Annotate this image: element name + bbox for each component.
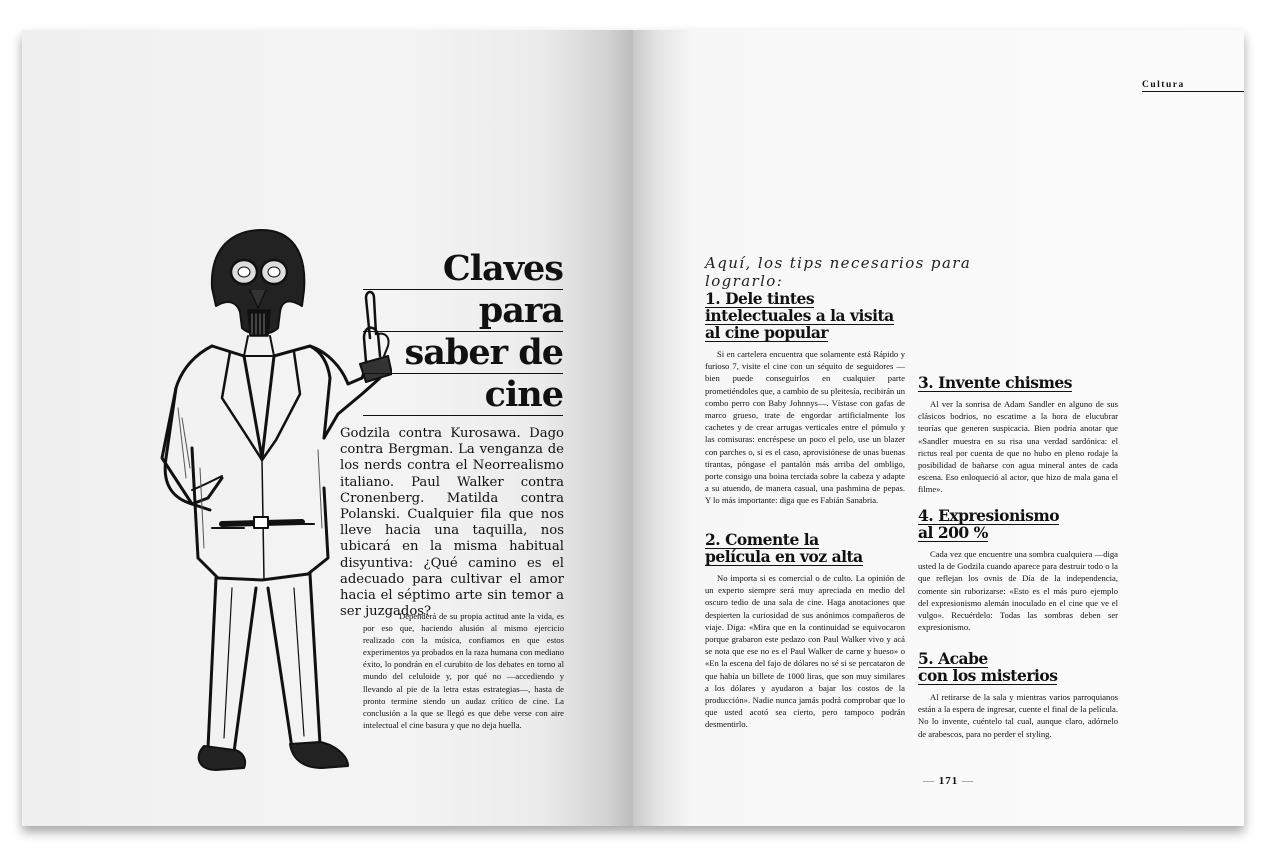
- tip-heading-line: al 200 %: [918, 523, 988, 542]
- tip-heading-line: película en voz alta: [705, 547, 863, 566]
- section-label: Cultura: [1142, 80, 1244, 92]
- right-page: [633, 30, 1244, 826]
- tip-2: [705, 532, 905, 731]
- title-line: para: [363, 290, 563, 332]
- tip-1: [705, 291, 905, 507]
- tips-intro: Aquí, los tips necesarios para lograrlo:: [705, 254, 972, 290]
- tip-3: [918, 375, 1118, 496]
- title-line: Claves: [363, 248, 563, 290]
- tip-text: Si en cartelera encuentra que solamente está Rápido y furioso 7, visite el cine con un séquito de seguidores —bien puede conseguirlos en cualquier parte prometiéndoles que, a cambio de su pleitesía, recibirán un combo perro con Baby Johnnys—. Vístase con gafas de marco grueso, trate de engordar artificialmente los cachetes y de crear arrugas verticales entre el pómulo y las comisuras: encréspese un poco el pelo, use un blazer con parches o, si es el caso, aprovisiónese de unas buenas tirantas, póngase el pantalón más arriba del ombligo, porte consigo una boina terciada sobre la cabeza y adapte a su atuendo, de manera casual, una pashmina de pepas. Y lo más importante: diga que es Fabián Sanabria.: [705, 349, 905, 506]
- body-paragraph: Dependerá de su propia actitud ante la vida, es por eso que, haciendo alusión al mismo ejercicio realizado con la música, confiamos en que estos experimentos ya probados en la raza humana con mediano éxito, lo pondrán en el curubito de los debates en torno al mundo del celuloide y, por qué no —accediendo y llevando al pie de la letra estas estrategias—, hasta de pronto termine siendo un audaz crítico de cine. La conclusión a la que se llegó es que debe verse con aire intelectual el cine basura y que no deja huella.: [363, 611, 564, 730]
- tip-text: Al retirarse de la sala y mientras varios parroquianos están a la espera de ingresar, cuente el final de la película. No lo invente, cuéntelo tal cual, aunque claro, adórnelo de arabescos, para no perder el styling.: [918, 692, 1118, 739]
- tip-heading: [705, 291, 905, 342]
- tip-heading-line: 4. Expresionismo: [918, 506, 1060, 525]
- tip-text: Al ver la sonrisa de Adam Sandler en alguno de sus clásicos bodrios, no escatime a la hora de elucubrar teorías que generen suspicacia. Bien podría anotar que «Sandler muestra en su risa una verdad sardónica: el rictus real por cuenta de que no hubo en pleno rodaje la posibilidad de bañarse con agua mineral antes de cada escena. Eso enloqueció al actor, que hizo de mala gana el filme».: [918, 399, 1118, 495]
- tip-heading: [918, 375, 1118, 392]
- tip-heading-line: 3. Invente chismes: [918, 373, 1072, 392]
- tip-4: [918, 508, 1118, 633]
- tip-heading-line: 1. Dele tintes: [705, 289, 815, 308]
- tip-heading-line: al cine popular: [705, 323, 829, 342]
- tip-heading-line: con los misterios: [918, 666, 1058, 685]
- magazine-spread: [22, 30, 1244, 826]
- page-number: [923, 775, 1003, 787]
- tip-heading: [705, 532, 905, 566]
- tip-heading-line: 5. Acabe: [918, 649, 988, 668]
- tip-heading-line: 2. Comente la: [705, 530, 819, 549]
- tip-heading-line: intelectuales a la visita: [705, 306, 894, 325]
- title-line: saber de: [363, 332, 563, 374]
- tip-heading: [918, 651, 1118, 685]
- left-page: [22, 30, 633, 826]
- article-title: [363, 248, 563, 416]
- tip-text: Cada vez que encuentre una sombra cualquiera —diga usted la de Godzila cuando aparece para destruir todo o la que reflejan los ovnis de Día de la independencia, comente sin ruborizarse: «Esto es el más puro ejemplo del expresionismo alemán inoculado en el cine que ve el vulgo». Recuérdelo: Todas las sombras deben ser expresionismo.: [918, 549, 1118, 633]
- title-line: cine: [363, 374, 563, 416]
- page-number-value: 171: [938, 775, 959, 787]
- tip-heading: [918, 508, 1118, 542]
- lead-paragraph: Godzila contra Kurosawa. Dago contra Bergman. La venganza de los nerds contra el Neorrealismo italiano. Paul Walker contra Cronenberg. Matilda contra Polanski. Cualquier fila que nos lleve hacia una taquilla, nos ubicará en la misma habitual disyuntiva: ¿Qué camino es el adecuado para cultivar el amor hacia el séptimo arte sin temor a ser juzgados?: [340, 426, 564, 620]
- folio-dash: —: [923, 775, 935, 787]
- folio-dash: —: [962, 775, 974, 787]
- tip-text: No importa si es comercial o de culto. La opinión de un experto siempre será muy apreciada en medio del oscuro tedio de una sala de cine. Haga anotaciones que despierten la curiosidad de sus anónimos compañeros de viaje. Diga: «Mira que en la continuidad se equivocaron porque grabaron este pedazo con Paul Walker vivo y acá se nota que ese no es el Paul Walker de carne y hueso» o «En la escena del fajo de dólares no sé si se percataron de que había un billete de 1000 liras, que son muy similares a los dólares y ayudaron a bajar los costos de la producción». Nadie nunca jamás podrá comprobar que lo que usted acotó sea cierto, pero tampoco podrán desmentirlo.: [705, 573, 905, 730]
- tip-5: [918, 651, 1118, 740]
